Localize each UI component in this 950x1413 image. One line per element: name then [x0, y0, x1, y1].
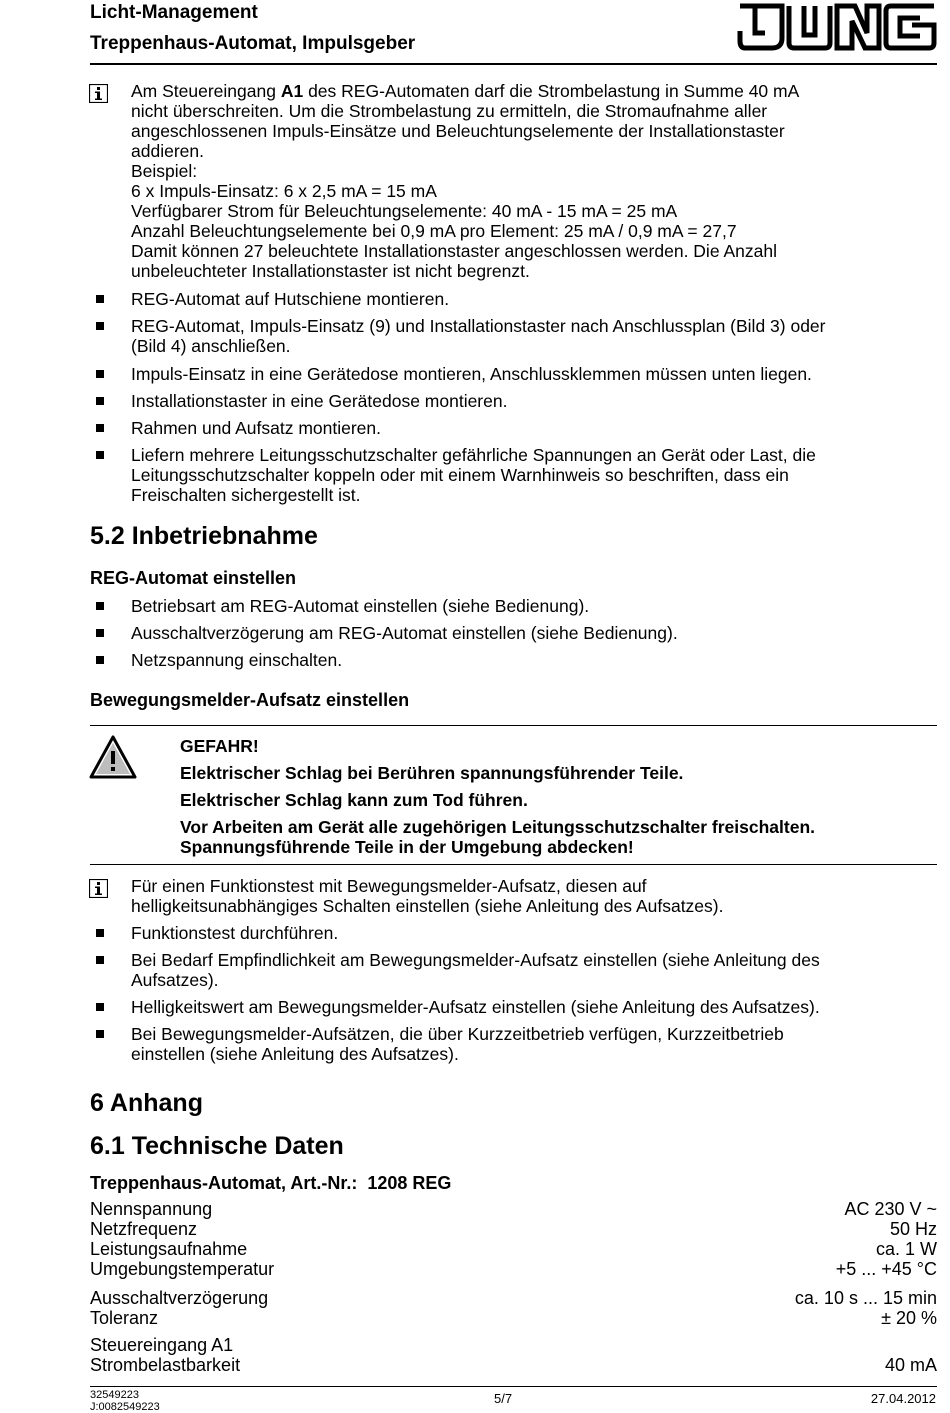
header-section-title: Licht-Management [90, 2, 258, 23]
list-item: REG-Automat auf Hutschiene montieren. [131, 289, 450, 309]
footer-doc-no: 32549223 [90, 1389, 139, 1401]
footer-doc-numbers [90, 1389, 160, 1413]
spec-label: Leistungsaufnahme [90, 1239, 248, 1259]
intro-note-line: addieren. [131, 141, 204, 161]
footer-rule [90, 1386, 937, 1387]
danger-top-rule [90, 725, 937, 726]
header-rule [90, 63, 937, 65]
intro-note-line: 6 x Impuls-Einsatz: 6 x 2,5 mA = 15 mA [131, 181, 437, 201]
bullet-icon [96, 322, 104, 330]
header-product-title: Treppenhaus-Automat, Impulsgeber [90, 33, 416, 54]
info-icon [89, 84, 108, 103]
list-item: Bei Bewegungsmelder-Aufsätzen, die über Kurzzeitbetrieb verfügen, Kurzzeitbetrieb einstellen (siehe Anleitung des Aufsatzes). [131, 1024, 784, 1064]
bullet-icon [96, 656, 104, 664]
spec-row [90, 1288, 937, 1308]
intro-note-line: unbeleuchteter Installationstaster ist nicht begrenzt. [131, 261, 530, 281]
bullet-icon [96, 929, 104, 937]
section-title-6: 6 Anhang [90, 1089, 203, 1117]
warning-triangle-icon [88, 734, 138, 780]
list-item: Installationstaster in eine Gerätedose montieren. [131, 391, 508, 411]
list-item: Bei Bedarf Empfindlichkeit am Bewegungsmelder-Aufsatz einstellen (siehe Anleitung des Aufsatzes). [131, 950, 820, 990]
spec-value: ca. 10 s ... 15 min [794, 1288, 937, 1308]
intro-note-line: Beispiel: [131, 161, 198, 181]
jung-logo [737, 3, 937, 51]
spec-row [90, 1335, 937, 1355]
intro-note-line: nicht überschreiten. Um die Strombelastung zu ermitteln, die Stromaufnahme aller [131, 101, 768, 121]
spec-row [90, 1199, 937, 1219]
spec-value: 40 mA [884, 1355, 937, 1375]
bullet-icon [96, 397, 104, 405]
section-title-6-1: 6.1 Technische Daten [90, 1132, 344, 1160]
subsection-bewegungsmelder: Bewegungsmelder-Aufsatz einstellen [90, 690, 410, 710]
spec-label: Ausschaltverzögerung [90, 1288, 269, 1308]
list-item: REG-Automat, Impuls-Einsatz (9) und Installationstaster nach Anschlussplan (Bild 3) oder (Bild 4) anschließen. [131, 316, 826, 356]
intro-note-line-1: Am Steuereingang A1 des REG-Automaten darf die Strombelastung in Summe 40 mA [131, 81, 800, 101]
spec-row [90, 1219, 937, 1239]
intro-note [131, 81, 941, 281]
list-item: Rahmen und Aufsatz montieren. [131, 418, 382, 438]
bullet-icon [96, 629, 104, 637]
input-a1-label: A1 [280, 81, 304, 101]
bullet-icon [96, 370, 104, 378]
subsection-reg-automat: REG-Automat einstellen [90, 568, 297, 588]
list-item: Liefern mehrere Leitungsschutzschalter gefährliche Spannungen an Gerät oder Last, die Leitungsschutzschalter koppeln oder mit einem Warnhinweis so beschriften, dass ein Freischalten sichergestellt ist. [131, 445, 816, 505]
spec-label: Toleranz [90, 1308, 159, 1328]
spec-value: 50 Hz [889, 1219, 937, 1239]
bullet-icon [96, 1030, 104, 1038]
bullet-icon [96, 1003, 104, 1011]
spec-label: Steuereingang A1 [90, 1335, 234, 1355]
list-item: Funktionstest durchführen. [131, 923, 339, 943]
danger-line: Elektrischer Schlag kann zum Tod führen. [180, 790, 528, 810]
footer-page-number: 5/7 [494, 1391, 513, 1406]
bullet-icon [96, 295, 104, 303]
bullet-icon [96, 602, 104, 610]
spec-label: Netzfrequenz [90, 1219, 198, 1239]
motion-note: Für einen Funktionstest mit Bewegungsmelder-Aufsatz, diesen auf helligkeitsunabhängiges Schalten einstellen (siehe Anleitung des Aufsatzes). [131, 876, 724, 916]
info-icon [89, 879, 108, 898]
spec-row [90, 1259, 937, 1279]
list-item: Betriebsart am REG-Automat einstellen (siehe Bedienung). [131, 596, 590, 616]
bullet-icon [96, 956, 104, 964]
danger-title: GEFAHR! [180, 736, 259, 756]
spec-row [90, 1239, 937, 1259]
bullet-icon [96, 451, 104, 459]
list-item: Helligkeitswert am Bewegungsmelder-Aufsatz einstellen (siehe Anleitung des Aufsatzes). [131, 997, 820, 1017]
footer-date: 27.04.2012 [870, 1391, 936, 1406]
intro-note-line: angeschlossenen Impuls-Einsätze und Beleuchtungselemente der Installationstaster [131, 121, 785, 141]
section-title-5-2: 5.2 Inbetriebnahme [90, 522, 318, 550]
intro-note-line: Anzahl Beleuchtungselemente bei 0,9 mA pro Element: 25 mA / 0,9 mA = 27,7 [131, 221, 737, 241]
footer-doc-id: J:0082549223 [90, 1401, 160, 1413]
list-item: Impuls-Einsatz in eine Gerätedose montieren, Anschlussklemmen müssen unten liegen. [131, 364, 812, 384]
spec-row [90, 1308, 937, 1328]
danger-line: Elektrischer Schlag bei Berühren spannungsführender Teile. [180, 763, 684, 783]
bullet-icon [96, 424, 104, 432]
intro-note-line: Damit können 27 beleuchtete Installationstaster angeschlossen werden. Die Anzahl [131, 241, 777, 261]
spec-row [90, 1355, 937, 1375]
intro-note-line: Verfügbarer Strom für Beleuchtungselemente: 40 mA - 15 mA = 25 mA [131, 201, 678, 221]
spec-label: Strombelastbarkeit [90, 1355, 241, 1375]
list-item: Netzspannung einschalten. [131, 650, 343, 670]
spec-value: AC 230 V ~ [844, 1199, 937, 1219]
spec-value: ca. 1 W [875, 1239, 937, 1259]
spec-label: Nennspannung [90, 1199, 213, 1219]
spec-label: Umgebungstemperatur [90, 1259, 275, 1279]
spec-value: +5 ... +45 °C [835, 1259, 937, 1279]
list-item: Ausschaltverzögerung am REG-Automat einstellen (siehe Bedienung). [131, 623, 678, 643]
danger-bottom-rule [90, 864, 937, 865]
danger-line: Vor Arbeiten am Gerät alle zugehörigen Leitungsschutzschalter freischalten. Spannungsführende Teile in der Umgebung abdecken! [180, 817, 816, 857]
spec-value: ± 20 % [881, 1308, 937, 1328]
product-article-line: Treppenhaus-Automat, Art.-Nr.: 1208 REG [90, 1173, 452, 1193]
